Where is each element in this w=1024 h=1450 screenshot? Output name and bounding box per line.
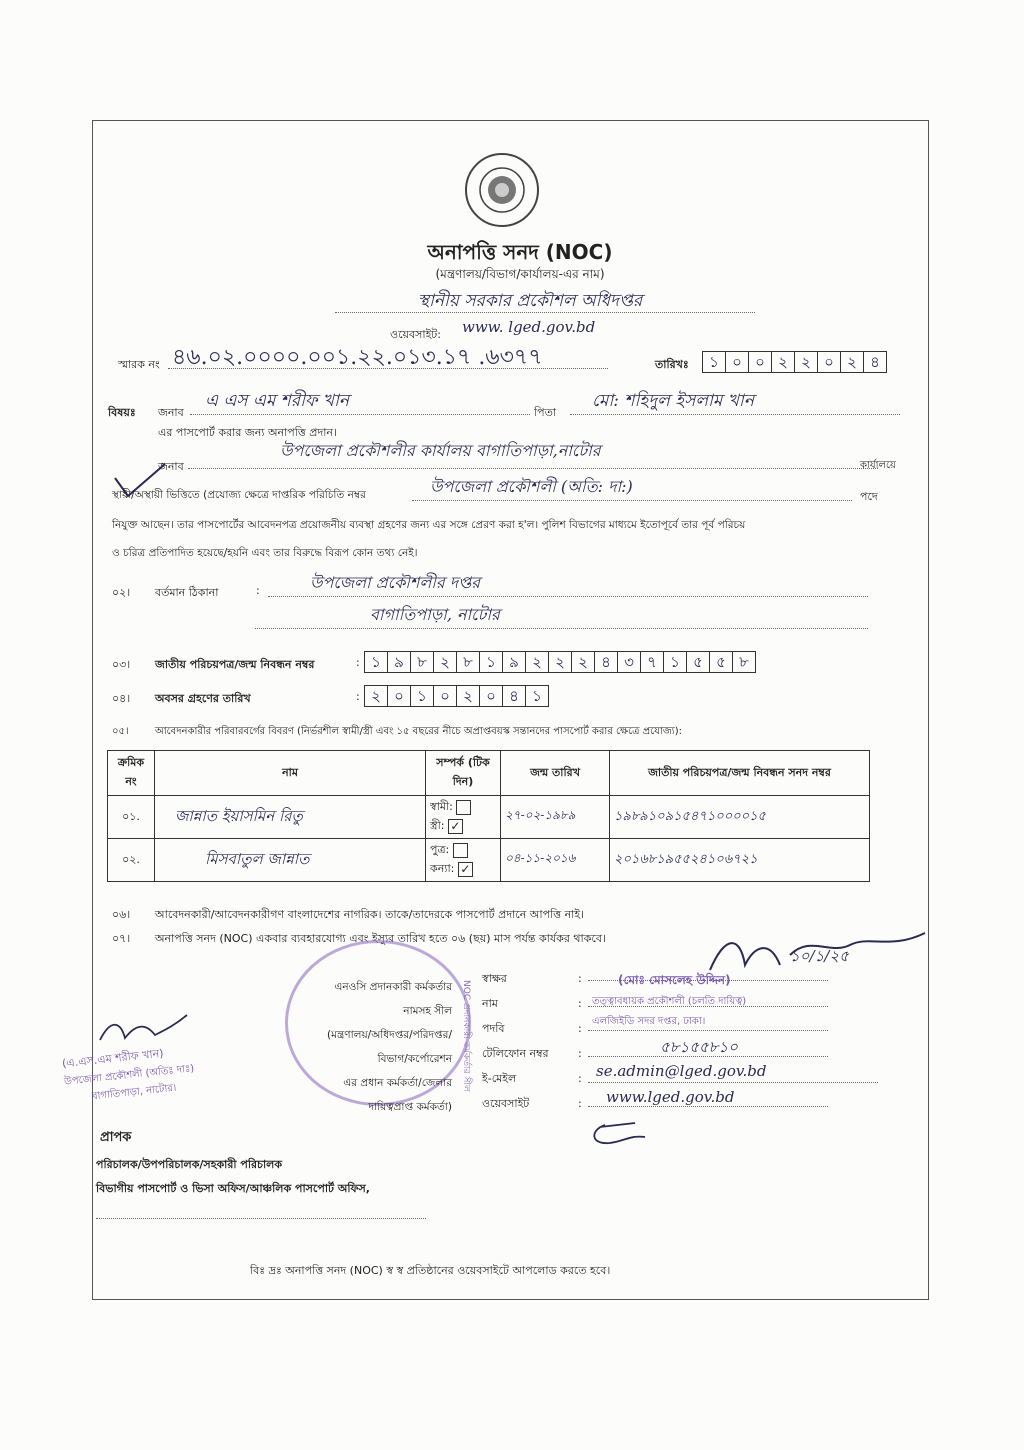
date-boxes <box>702 351 886 373</box>
email-value: se.admin@lged.gov.bd <box>596 1062 767 1080</box>
nid-digit-box: ৮ <box>732 651 756 673</box>
address-line-1-rule <box>268 596 868 597</box>
body-line-prefix: স্থায়ী/অস্থায়ী ভিত্তিতে (প্রযোজ্য ক্ষেত্রে দাপ্তরিক পরিচিতি নম্বর <box>112 489 366 501</box>
retirement-digit-box: ৪ <box>502 685 526 707</box>
website-label: ওয়েবসাইট: <box>390 328 441 341</box>
family-table-header <box>108 751 870 796</box>
col-relation: সম্পর্ক (টিক দিন) <box>426 751 501 796</box>
row-relation <box>426 796 501 839</box>
nid-digit-box: ২ <box>548 651 572 673</box>
subject-purpose: এর পাসপোর্ট করার জন্য অনাপত্তি প্রদান। <box>158 426 337 439</box>
applicant-name-line <box>190 414 530 415</box>
nid-label: জাতীয় পরিচয়পত্র/জন্ম নিবন্ধন নম্বর <box>155 658 315 671</box>
retirement-digit-box: ০ <box>433 685 457 707</box>
stamp-name: (মোঃ মোসলেহ উদ্দিন) <box>618 973 731 987</box>
retirement-boxes <box>364 685 548 707</box>
subject-janab: জনাব <box>158 406 184 419</box>
date-digit-box: ২ <box>840 351 864 373</box>
email-line <box>588 1082 878 1083</box>
table-row <box>108 796 870 839</box>
signatory-label: এনওসি প্রদানকারী কর্মকর্তার <box>334 981 452 993</box>
nid-digit-box: ৯ <box>387 651 411 673</box>
side-stamp-place: বাগাতিপাড়া, নাটোর। <box>91 1082 177 1103</box>
nid-digit-box: ৮ <box>456 651 480 673</box>
phone-line <box>588 1056 828 1057</box>
row-relation <box>426 839 501 882</box>
father-name-line <box>570 414 900 415</box>
col-id: জাতীয় পরিচয়পত্র/জন্ম নিবন্ধন সনদ নম্বর <box>610 751 870 796</box>
address-num: ০২। <box>112 586 131 599</box>
signatory-label: নামসহ সীল <box>403 1005 452 1017</box>
date-digit-box: ০ <box>748 351 772 373</box>
retirement-digit-box: ০ <box>479 685 503 707</box>
relation-checkbox[interactable] <box>453 843 468 858</box>
field-label: স্বাক্ষর <box>482 972 507 985</box>
address-line-1: উপজেলা প্রকৌশলীর দপ্তর <box>310 573 481 592</box>
office-line <box>188 468 878 469</box>
retirement-colon: : <box>356 690 360 703</box>
nid-digit-box: ২ <box>525 651 549 673</box>
field-colon: : <box>578 1072 582 1085</box>
field-colon: : <box>578 1097 582 1110</box>
post-line <box>412 500 852 501</box>
body-line-2: নিযুক্ত আছেন। তার পাসপোর্টের আবেদনপত্র প্রয়োজনীয় ব্যবস্থা গ্রহণের জন্য এর সঙ্গে প্রেরণ করা হ'ল। পুলিশ বিভাগের মাধ্যমে ইতোপূর্বে তার পূর্ব পরিচয় <box>112 519 746 531</box>
footer-note: বিঃ দ্রঃ অনাপত্তি সনদ (NOC) স্ব স্ব প্রতিষ্ঠানের ওয়েবসাইটে আপলোড করতে হবে। <box>250 1264 611 1277</box>
family-table <box>107 750 870 882</box>
row-dob: ০৪-১১-২০১৬ <box>501 839 610 882</box>
date-digit-box: ২ <box>771 351 795 373</box>
signatory-label: (মন্ত্রণালয়/অধিদপ্তর/পরিদপ্তর/ <box>327 1029 452 1041</box>
signatory-label: দায়িত্বপ্রাপ্ত কর্মকর্তা) <box>368 1101 452 1113</box>
table-row <box>108 839 870 882</box>
date-digit-box: ০ <box>725 351 749 373</box>
relation-option-label: কন্যা: <box>430 862 455 875</box>
address-line-2: বাগাতিপাড়া, নাটোর <box>370 605 500 624</box>
nid-digit-box: ৮ <box>410 651 434 673</box>
subject-label: বিষয়ঃ <box>108 406 136 419</box>
recipient-line-2: বিভাগীয় পাসপোর্ট ও ভিসা অফিস/আঞ্চলিক পাসপোর্ট অফিস, <box>96 1182 370 1195</box>
field-colon: : <box>578 972 582 985</box>
nid-digit-box: ৩ <box>617 651 641 673</box>
row-dob: ২৭-০২-১৯৮৯ <box>501 796 610 839</box>
nid-num: ০৩। <box>112 658 131 671</box>
page-subtitle: (মন্ত্রণালয়/বিভাগ/কার্যালয়-এর নাম) <box>435 267 605 281</box>
col-dob: জন্ম তারিখ <box>501 751 610 796</box>
memo-line <box>168 368 608 369</box>
address-colon: : <box>256 584 260 597</box>
nid-digit-box: ২ <box>571 651 595 673</box>
relation-checkbox[interactable]: ✓ <box>458 862 473 877</box>
relation-checkbox[interactable] <box>456 800 471 815</box>
office-name-line <box>335 312 755 313</box>
row-serial: ০২. <box>108 839 155 882</box>
nid-digit-box: ৪ <box>594 651 618 673</box>
retirement-digit-box: ১ <box>410 685 434 707</box>
government-seal-icon <box>455 150 550 230</box>
row-name: মিসবাতুল জান্নাত <box>155 839 426 882</box>
father-label: পিতা <box>534 406 557 419</box>
field-colon: : <box>578 1047 582 1060</box>
family-num: ০৫। <box>112 726 129 737</box>
phone-value: ৫৮১৫৫৮১০ <box>660 1038 738 1056</box>
applicant-officer-signature-icon <box>95 1010 195 1050</box>
nid-digit-box: ৫ <box>686 651 710 673</box>
stamp-post: তত্ত্বাবধায়ক প্রকৌশলী (চলতি দায়িত্ব) <box>592 996 747 1007</box>
date-digit-box: ৪ <box>863 351 887 373</box>
nid-digit-box: ১ <box>364 651 388 673</box>
designation-line <box>588 1030 828 1031</box>
row-id: ২০১৬৮১৯৫৫২৪১০৬৭২১ <box>610 839 870 882</box>
retirement-digit-box: ২ <box>364 685 388 707</box>
address-label: বর্তমান ঠিকানা <box>155 586 219 599</box>
date-label: তারিখঃ <box>655 358 689 371</box>
date-digit-box: ০ <box>817 351 841 373</box>
vertical-seal-label: NOC প্রদানকারী কর্মকর্তার সীল <box>461 980 471 1092</box>
clause-text: আবেদনকারী/আবেদনকারীগণ বাংলাদেশের নাগরিক। তাকে/তাদেরকে পাসপোর্ট প্রদানে আপত্তি নাই। <box>155 908 585 921</box>
nid-digit-box: ৯ <box>502 651 526 673</box>
signatory-colons <box>578 966 582 1116</box>
name-line <box>588 1006 828 1007</box>
clause-num: ০৭। <box>112 932 131 945</box>
post-handwritten: উপজেলা প্রকৌশলী (অতি: দা:) <box>430 477 633 496</box>
office-handwritten: উপজেলা প্রকৌশলীর কার্যালয় বাগাতিপাড়া,নাটোর <box>280 441 601 460</box>
applicant-name: এ এস এম শরীফ খান <box>205 391 350 411</box>
field-label: নাম <box>482 997 498 1010</box>
body-janab: জনাব <box>158 460 184 473</box>
nid-digit-box: ১ <box>663 651 687 673</box>
signatory-field-labels <box>482 966 549 1116</box>
row-name: জান্নাত ইয়াসমিন রিতু <box>155 796 426 839</box>
row-serial: ০১. <box>108 796 155 839</box>
relation-option-label: পুত্র: <box>430 843 450 856</box>
retirement-num: ০৪। <box>112 692 131 705</box>
initials-signature-icon <box>585 1115 655 1150</box>
retirement-digit-box: ০ <box>387 685 411 707</box>
retirement-label: অবসর গ্রহণের তারিখ <box>155 692 251 705</box>
post-suffix: পদে <box>860 490 878 503</box>
website-value: www. lged.gov.bd <box>462 318 596 336</box>
relation-option-label: স্ত্রী: <box>430 819 445 832</box>
nid-boxes <box>364 651 755 673</box>
office-suffix: কার্যালয়ে <box>860 460 896 471</box>
side-stamp-post: উপজেলা প্রকৌশলী (অতিঃ দাঃ) <box>63 1063 195 1088</box>
retirement-digit-box: ২ <box>456 685 480 707</box>
field-label: ওয়েবসাইট <box>482 1097 530 1110</box>
clause-text: অনাপত্তি সনদ (NOC) একবার ব্যবহারযোগ্য এবং ইস্যুর তারিখ হতে ০৬ (ছয়) মাস পর্যন্ত কার্যকর থাকবে। <box>155 932 606 945</box>
signatory-label: এর প্রধান কর্মকর্তা/জেলার <box>343 1077 452 1089</box>
body-line-3: ও চরিত্র প্রতিপাদিত হয়েছে/হয়নি এবং তার বিরুদ্ধে বিরূপ কোন তথ্য নেই। <box>112 547 418 559</box>
stamp-office: এলজিইডি সদর দপ্তর, ঢাকা। <box>592 1016 706 1027</box>
row-id: ১৯৮৯১০৯১৫৪৭১০০০০১৫ <box>610 796 870 839</box>
page-title: অনাপত্তি সনদ (NOC) <box>427 240 613 264</box>
recipient-label: প্রাপক <box>100 1130 132 1145</box>
nid-digit-box: ২ <box>433 651 457 673</box>
nid-digit-box: ৭ <box>640 651 664 673</box>
address-line-2-rule <box>255 628 868 629</box>
clause-num: ০৬। <box>112 908 131 921</box>
nid-colon: : <box>356 656 360 669</box>
website-line <box>588 1106 828 1107</box>
memo-number: ৪৬.০২.০০০০.০০১.২২.০১৩.১৭ .৬৩৭৭ <box>172 345 543 370</box>
field-label: টেলিফোন নম্বর <box>482 1047 549 1060</box>
memo-label: স্মারক নং <box>118 358 160 371</box>
recipient-line-3 <box>96 1218 426 1219</box>
retirement-digit-box: ১ <box>525 685 549 707</box>
relation-checkbox[interactable]: ✓ <box>448 819 463 834</box>
relation-option-label: স্বামী: <box>430 800 453 813</box>
website-signatory-value: www.lged.gov.bd <box>606 1088 735 1106</box>
field-colon: : <box>578 997 582 1010</box>
col-serial: ক্রমিক নং <box>108 751 155 796</box>
nid-digit-box: ৫ <box>709 651 733 673</box>
recipient-line-1: পরিচালক/উপপরিচালক/সহকারী পরিচালক <box>96 1158 283 1171</box>
col-name: নাম <box>155 751 426 796</box>
signatory-label: বিভাগ/কর্পোরেশন <box>377 1053 452 1065</box>
family-label: আবেদনকারীর পরিবারবর্গের বিবরণ (নির্ভরশীল স্বামী/স্ত্রী এবং ১৫ বছরের নীচে অপ্রাপ্তবয়স্ক সন্তানদের পাসপোর্ট করার ক্ষেত্রে প্রযোজ্য): <box>155 726 682 737</box>
side-stamp-name: (এ.এস.এম শরীফ খান) <box>61 1046 165 1071</box>
field-label: ই-মেইল <box>482 1072 517 1085</box>
date-digit-box: ১ <box>702 351 726 373</box>
field-colon: : <box>578 1022 582 1035</box>
signatory-left-labels <box>310 975 452 1119</box>
date-digit-box: ২ <box>794 351 818 373</box>
field-label: পদবি <box>482 1022 505 1035</box>
office-name: স্থানীয় সরকার প্রকৌশল অধিদপ্তর <box>417 291 643 311</box>
sign-date: ১০/১/২৫ <box>790 947 849 965</box>
father-name: মো: শহিদুল ইসলাম খান <box>592 391 755 411</box>
nid-digit-box: ১ <box>479 651 503 673</box>
